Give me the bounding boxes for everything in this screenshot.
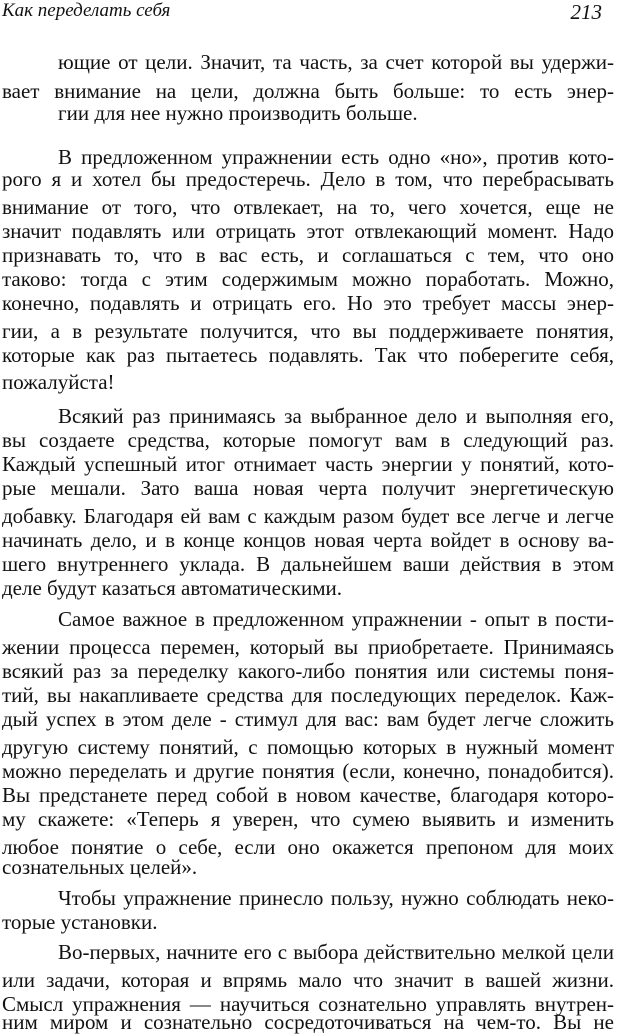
text-line: всякий раз за переделку какого-либо понятия или системы поня- [2,659,614,683]
text-line: конечно, подавлять и отрицать его. Но это требует массы энер- [2,291,614,315]
text-line: Каждый успешный итог отнимает часть энергии у понятий, кото- [2,452,614,476]
text-line: пожалуйста! [2,370,115,394]
text-line: рые мешали. Зато ваша новая черта получит энергетическую [2,476,614,500]
text-line: сознательных целей». [2,855,198,879]
text-line: Чтобы упражнение принесло пользу, нужно соблюдать неко- [58,886,614,910]
text-line: Во-первых, начните его с выбора действительно мелкой цели [58,940,614,964]
text-line: шего внутреннего уклада. В дальнейшем ваши действия в этом [2,552,614,576]
text-line: В предложенном упражнении есть одно «но», против кото- [58,145,614,169]
text-line: деле будут казаться автоматическими. [2,576,342,600]
text-line: вает внимание на цели, должна быть больше: то есть энер- [2,79,614,103]
text-line: ющие от цели. Значит, та часть, за счет которой вы удержи- [58,50,614,74]
text-line: таково: тогда с этим содержимым можно поработать. Можно, [2,267,614,291]
text-line: гии для нее нужно производить больше. [58,101,418,125]
text-line: вы создаете средства, которые помогут вам в следующий раз. [2,428,614,452]
text-line: Самое важное в предложенном упражнении - опыт в пости- [58,607,614,631]
text-line: ним миром и сознательно сосредоточиваться на чем-то. Вы не [2,1010,614,1034]
text-line: начинать дело, и в конце концов новая черта войдет в основу ва- [2,528,614,552]
text-line: внимание от того, что отвлекает, на то, чего хочется, еще не [2,195,614,219]
text-line: рого я и хотел бы предостеречь. Дело в том, что перебрасывать [2,167,614,191]
text-line: Вы предстанете перед собой в новом качестве, благодаря которо- [2,783,614,807]
text-line: добавку. Благодаря ей вам с каждым разом будет все легче и легче [2,504,614,528]
text-line: признавать то, что в вас есть, и соглашаться с тем, что оно [2,243,614,267]
text-line: жении процесса перемен, который вы приобретаете. Принимаясь [2,635,614,659]
text-line: тий, вы накапливаете средства для последующих переделок. Каж- [2,683,614,707]
text-line: торые установки. [2,910,158,934]
page-number: 213 [570,0,602,24]
text-line: Смысл упражнения — научиться сознательно управлять внутрен- [2,992,614,1016]
text-line: можно переделать и другие понятия (если, конечно, понадобится). [2,759,614,783]
text-line: или задачи, которая и впрямь мало что значит в вашей жизни. [2,968,614,992]
text-line: му скажете: «Теперь я уверен, что сумею выявить и изменить [2,807,614,831]
text-line: любое понятие о себе, если оно окажется препоном для моих [2,835,614,859]
text-line: гии, а в результате получится, что вы поддерживаете понятия, [2,319,614,343]
text-line: Всякий раз принимаясь за выбранное дело и выполняя его, [58,404,614,428]
text-line: которые как раз пытаетесь подавлять. Так что поберегите себя, [2,343,614,367]
text-line: значит подавлять или отрицать этот отвлекающий момент. Надо [2,219,614,243]
running-title: Как переделать себя [2,0,171,21]
text-line: дый успех в этом деле - стимул для вас: вам будет легче сложить [2,707,614,731]
text-line: другую систему понятий, с помощью которых в нужный момент [2,735,614,759]
page-header [0,0,620,24]
